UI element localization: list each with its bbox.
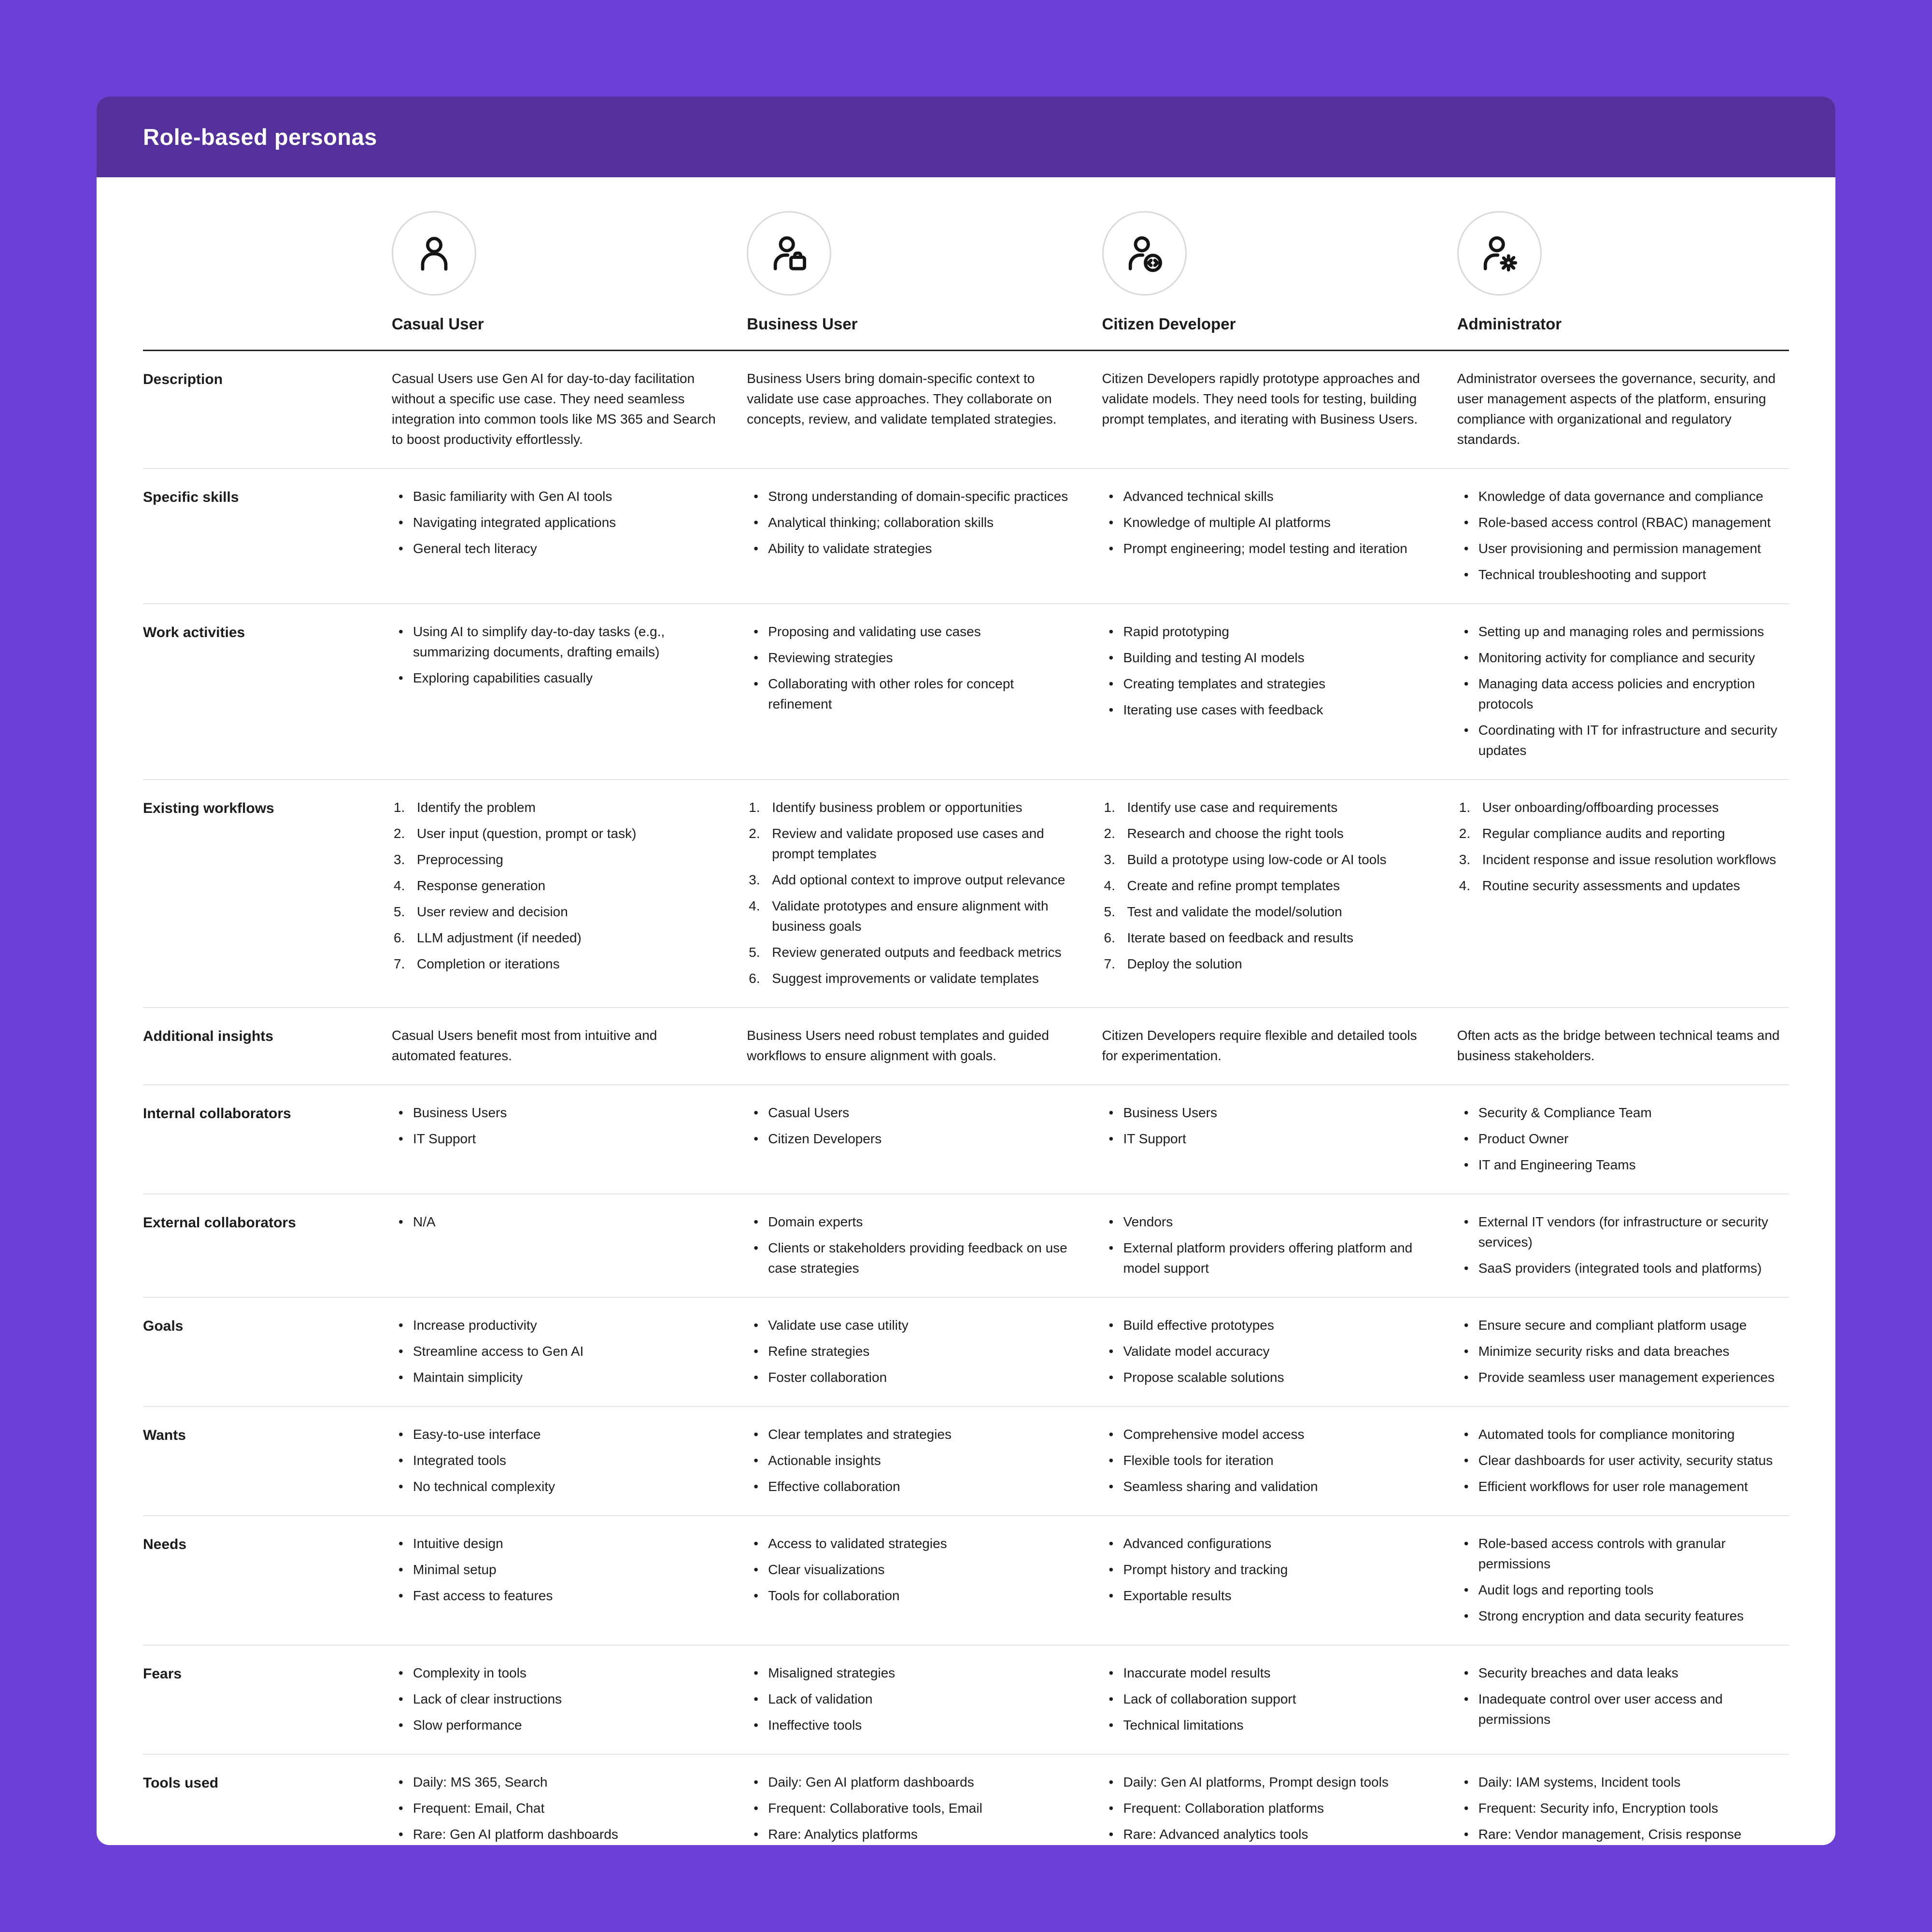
table-cell	[1457, 622, 1789, 761]
bullet-list	[392, 486, 724, 559]
bullet-item: • Automated tools for compliance monitoring	[1457, 1424, 1789, 1445]
bullet-item: • N/A	[392, 1212, 724, 1232]
numbered-list	[392, 797, 724, 974]
bullet-item: • No technical complexity	[392, 1477, 724, 1497]
numbered-item: Identify business problem or opportunities	[772, 800, 1023, 815]
bullet-item: • External IT vendors (for infrastructure or security services)	[1457, 1212, 1789, 1252]
bullet-item: • Complexity in tools	[392, 1663, 724, 1683]
table-cell	[747, 622, 1079, 761]
bullet-item: • IT Support	[1102, 1129, 1434, 1149]
bullet-list	[1457, 1663, 1789, 1730]
numbered-item: User review and decision	[417, 904, 568, 919]
bullet-item: • Easy-to-use interface	[392, 1424, 724, 1445]
bullet-item: • Proposing and validating use cases	[747, 622, 1079, 642]
table-cell	[747, 1663, 1079, 1735]
persona-name: Business User	[747, 315, 858, 333]
bullet-item: • Advanced configurations	[1102, 1534, 1434, 1554]
bullet-list	[1457, 1534, 1789, 1626]
bullet-item: • Domain experts	[747, 1212, 1079, 1232]
cell-paragraph: Often acts as the bridge between technical teams and business stakeholders.	[1457, 1028, 1780, 1063]
bullet-item: • Lack of collaboration support	[1102, 1689, 1434, 1709]
bullet-item: • Clear visualizations	[747, 1560, 1079, 1580]
bullet-list	[747, 1772, 1079, 1845]
table-cell	[747, 1772, 1079, 1845]
bullet-item: • Tools for collaboration	[747, 1586, 1079, 1606]
bullet-item: • Exportable results	[1102, 1586, 1434, 1606]
table-cell	[392, 1424, 724, 1497]
bullet-list	[1457, 1772, 1789, 1845]
row-label: Internal collaborators	[143, 1106, 291, 1122]
bullet-item: • IT and Engineering Teams	[1457, 1155, 1789, 1175]
bullet-item: • Vendors	[1102, 1212, 1434, 1232]
bullet-item: • IT Support	[392, 1129, 724, 1149]
table-cell	[1457, 1663, 1789, 1735]
table-row	[143, 1646, 1789, 1755]
bullet-item: • Rare: Analytics platforms	[747, 1824, 1079, 1845]
table-cell	[392, 1534, 724, 1626]
table-cell	[392, 797, 724, 989]
bullet-item: • User provisioning and permission management	[1457, 539, 1789, 559]
table-cell	[747, 369, 1079, 450]
bullet-item: • Lack of validation	[747, 1689, 1079, 1709]
bullet-item: • Actionable insights	[747, 1450, 1079, 1471]
bullet-list	[1102, 1212, 1434, 1279]
numbered-item: Review generated outputs and feedback metrics	[772, 945, 1062, 960]
table-row	[143, 604, 1789, 780]
table-cell	[1457, 1424, 1789, 1497]
bullet-item: • Building and testing AI models	[1102, 648, 1434, 668]
bullet-item: • Analytical thinking; collaboration skills	[747, 512, 1079, 533]
bullet-item: • Collaborating with other roles for concept refinement	[747, 674, 1079, 714]
bullet-item: • Daily: IAM systems, Incident tools	[1457, 1772, 1789, 1792]
table-cell	[1102, 1772, 1434, 1845]
table-cell	[1102, 1103, 1434, 1175]
persona-name: Casual User	[392, 315, 484, 333]
numbered-item: Create and refine prompt templates	[1127, 878, 1340, 893]
persona-header-spacer	[143, 211, 369, 333]
bullet-item: • Business Users	[392, 1103, 724, 1123]
bullet-list	[392, 1424, 724, 1497]
bullet-list	[747, 1534, 1079, 1606]
personas-card	[97, 97, 1835, 1845]
bullet-item: • Rare: Gen AI platform dashboards	[392, 1824, 724, 1845]
bullet-item: • Daily: MS 365, Search	[392, 1772, 724, 1792]
table-cell	[392, 1212, 724, 1279]
bullet-list	[1457, 1103, 1789, 1175]
bullet-list	[1102, 1663, 1434, 1735]
bullet-item: • Build effective prototypes	[1102, 1315, 1434, 1335]
table-row	[143, 469, 1789, 604]
bullet-item: • Provide seamless user management experiences	[1457, 1367, 1789, 1388]
row-label: Fears	[143, 1666, 182, 1682]
numbered-item: Test and validate the model/solution	[1127, 904, 1342, 919]
numbered-item: Validate prototypes and ensure alignment with business goals	[772, 898, 1049, 934]
row-label: External collaborators	[143, 1215, 296, 1231]
bullet-item: • Ineffective tools	[747, 1715, 1079, 1735]
numbered-item: Response generation	[417, 878, 546, 893]
table-cell	[1102, 1212, 1434, 1279]
bullet-item: • Role-based access controls with granular permissions	[1457, 1534, 1789, 1574]
table-cell	[747, 1534, 1079, 1626]
bullet-list	[747, 1212, 1079, 1279]
bullet-list	[747, 1103, 1079, 1149]
table-cell	[392, 1025, 724, 1066]
table-row	[143, 1407, 1789, 1516]
bullet-item: • Business Users	[1102, 1103, 1434, 1123]
bullet-list	[1102, 1315, 1434, 1388]
table-row	[143, 1008, 1789, 1085]
bullet-list	[392, 1315, 724, 1388]
bullet-item: • Validate model accuracy	[1102, 1341, 1434, 1362]
bullet-list	[1102, 1534, 1434, 1606]
bullet-list	[747, 486, 1079, 559]
table-cell	[1102, 1424, 1434, 1497]
bullet-list	[747, 1424, 1079, 1497]
numbered-item: LLM adjustment (if needed)	[417, 930, 582, 945]
numbered-item: Identify use case and requirements	[1127, 800, 1338, 815]
bullet-list	[747, 1663, 1079, 1735]
numbered-list	[1102, 797, 1434, 974]
bullet-item: • Rare: Advanced analytics tools	[1102, 1824, 1434, 1845]
row-label: Goals	[143, 1318, 184, 1334]
bullet-item: • Rare: Vendor management, Crisis response	[1457, 1824, 1789, 1845]
numbered-item: Regular compliance audits and reporting	[1482, 826, 1725, 841]
bullet-item: • Fast access to features	[392, 1586, 724, 1606]
table-cell	[1457, 1772, 1789, 1845]
table-cell	[747, 1315, 1079, 1388]
bullet-item: • Frequent: Security info, Encryption tools	[1457, 1798, 1789, 1818]
bullet-item: • Citizen Developers	[747, 1129, 1079, 1149]
bullet-list	[1457, 1212, 1789, 1279]
table-row	[143, 780, 1789, 1008]
table-row	[143, 1516, 1789, 1646]
bullet-item: • Refine strategies	[747, 1341, 1079, 1362]
bullet-item: • Lack of clear instructions	[392, 1689, 724, 1709]
bullet-item: • Monitoring activity for compliance and security	[1457, 648, 1789, 668]
bullet-item: • Rapid prototyping	[1102, 622, 1434, 642]
card-header-band	[97, 97, 1835, 177]
cell-paragraph: Casual Users use Gen AI for day-to-day facilitation without a specific use case. They need seamless integration into common tools like MS 365 and Search to boost productivity effortlessly.	[392, 371, 716, 447]
bullet-list	[1102, 622, 1434, 720]
bullet-item: • General tech literacy	[392, 539, 724, 559]
numbered-item: Identify the problem	[417, 800, 536, 815]
cell-paragraph: Business Users need robust templates and guided workflows to ensure alignment with goals.	[747, 1028, 1049, 1063]
cell-paragraph: Citizen Developers rapidly prototype approaches and validate models. They need tools for testing, building prompt templates, and iterating with Business Users.	[1102, 371, 1420, 426]
bullet-item: • Casual Users	[747, 1103, 1079, 1123]
table-cell	[1457, 486, 1789, 585]
bullet-item: • Strong encryption and data security features	[1457, 1606, 1789, 1626]
bullet-item: • Access to validated strategies	[747, 1534, 1079, 1554]
bullet-item: • Ensure secure and compliant platform usage	[1457, 1315, 1789, 1335]
bullet-list	[392, 622, 724, 688]
bullet-item: • Ability to validate strategies	[747, 539, 1079, 559]
bullet-item: • Validate use case utility	[747, 1315, 1079, 1335]
bullet-item: • Technical limitations	[1102, 1715, 1434, 1735]
user-gear-icon	[1457, 211, 1542, 296]
bullet-item: • SaaS providers (integrated tools and platforms)	[1457, 1258, 1789, 1279]
table-cell	[1457, 1534, 1789, 1626]
table-cell	[1457, 369, 1789, 450]
numbered-item: Completion or iterations	[417, 956, 560, 971]
table-cell	[1102, 1025, 1434, 1066]
persona-column-header	[1457, 211, 1789, 333]
bullet-item: • Basic familiarity with Gen AI tools	[392, 486, 724, 507]
bullet-item: • Seamless sharing and validation	[1102, 1477, 1434, 1497]
bullet-item: • Creating templates and strategies	[1102, 674, 1434, 694]
table-cell	[392, 1103, 724, 1175]
bullet-item: • Minimize security risks and data breaches	[1457, 1341, 1789, 1362]
user-icon	[392, 211, 476, 296]
table-cell	[1102, 622, 1434, 761]
table-cell	[1102, 1663, 1434, 1735]
persona-name: Citizen Developer	[1102, 315, 1236, 333]
bullet-item: • Product Owner	[1457, 1129, 1789, 1149]
table-cell	[392, 1315, 724, 1388]
row-label: Needs	[143, 1536, 187, 1552]
bullet-item: • Managing data access policies and encryption protocols	[1457, 674, 1789, 714]
bullet-item: • Maintain simplicity	[392, 1367, 724, 1388]
card-body	[97, 177, 1835, 1845]
bullet-list	[392, 1103, 724, 1149]
bullet-item: • Coordinating with IT for infrastructure and security updates	[1457, 720, 1789, 761]
table-cell	[747, 486, 1079, 585]
numbered-item: Preprocessing	[417, 852, 503, 867]
bullet-list	[392, 1663, 724, 1735]
bullet-list	[1102, 1772, 1434, 1845]
bullet-item: • External platform providers offering platform and model support	[1102, 1238, 1434, 1279]
numbered-item: Review and validate proposed use cases and prompt templates	[772, 826, 1044, 861]
table-cell	[392, 486, 724, 585]
bullet-item: • Security & Compliance Team	[1457, 1103, 1789, 1123]
bullet-item: • Clear dashboards for user activity, security status	[1457, 1450, 1789, 1471]
persona-column-header	[1102, 211, 1434, 333]
persona-header-row	[143, 177, 1789, 351]
persona-column-header	[392, 211, 724, 333]
table-row	[143, 1194, 1789, 1298]
bullet-item: • Knowledge of multiple AI platforms	[1102, 512, 1434, 533]
table-cell	[747, 1103, 1079, 1175]
bullet-item: • Daily: Gen AI platforms, Prompt design tools	[1102, 1772, 1434, 1792]
bullet-item: • Navigating integrated applications	[392, 512, 724, 533]
bullet-list	[747, 622, 1079, 714]
bullet-item: • Propose scalable solutions	[1102, 1367, 1434, 1388]
bullet-item: • Prompt history and tracking	[1102, 1560, 1434, 1580]
table-cell	[1102, 1315, 1434, 1388]
bullet-item: • Inadequate control over user access and permissions	[1457, 1689, 1789, 1730]
table-cell	[1102, 486, 1434, 585]
table-cell	[747, 1025, 1079, 1066]
bullet-item: • Frequent: Collaborative tools, Email	[747, 1798, 1079, 1818]
numbered-list	[1457, 797, 1789, 896]
table-row	[143, 1755, 1789, 1845]
numbered-item: Research and choose the right tools	[1127, 826, 1344, 841]
row-label: Wants	[143, 1427, 186, 1443]
table-cell	[747, 797, 1079, 989]
bullet-list	[1457, 622, 1789, 761]
bullet-item: • Minimal setup	[392, 1560, 724, 1580]
table-cell	[1102, 369, 1434, 450]
bullet-item: • Flexible tools for iteration	[1102, 1450, 1434, 1471]
persona-column-header	[747, 211, 1079, 333]
bullet-list	[1102, 1103, 1434, 1149]
table-row	[143, 1298, 1789, 1407]
table-cell	[1457, 797, 1789, 989]
table-cell	[392, 369, 724, 450]
bullet-item: • Efficient workflows for user role management	[1457, 1477, 1789, 1497]
bullet-list	[1457, 1424, 1789, 1497]
bullet-list	[747, 1315, 1079, 1388]
bullet-item: • Daily: Gen AI platform dashboards	[747, 1772, 1079, 1792]
numbered-item: User input (question, prompt or task)	[417, 826, 637, 841]
bullet-item: • Slow performance	[392, 1715, 724, 1735]
bullet-list	[392, 1212, 724, 1232]
table-cell	[392, 1663, 724, 1735]
bullet-item: • Frequent: Email, Chat	[392, 1798, 724, 1818]
bullet-list	[392, 1534, 724, 1606]
user-briefcase-icon	[747, 211, 831, 296]
table-cell	[747, 1212, 1079, 1279]
bullet-item: • Clients or stakeholders providing feedback on use case strategies	[747, 1238, 1079, 1279]
page-title: Role-based personas	[143, 124, 377, 150]
table-cell	[1457, 1103, 1789, 1175]
cell-paragraph: Citizen Developers require flexible and detailed tools for experimentation.	[1102, 1028, 1417, 1063]
cell-paragraph: Casual Users benefit most from intuitive and automated features.	[392, 1028, 657, 1063]
cell-paragraph: Business Users bring domain-specific context to validate use case approaches. They collaborate on concepts, review, and validate templated strategies.	[747, 371, 1057, 426]
bullet-item: • Technical troubleshooting and support	[1457, 565, 1789, 585]
bullet-item: • Inaccurate model results	[1102, 1663, 1434, 1683]
numbered-item: Add optional context to improve output relevance	[772, 872, 1065, 887]
row-label: Existing workflows	[143, 800, 274, 816]
numbered-item: Deploy the solution	[1127, 956, 1242, 971]
bullet-item: • Iterating use cases with feedback	[1102, 700, 1434, 720]
bullet-list	[1102, 486, 1434, 559]
table-row	[143, 1085, 1789, 1194]
table-cell	[747, 1424, 1079, 1497]
row-label: Additional insights	[143, 1028, 273, 1044]
table-cell	[1457, 1025, 1789, 1066]
bullet-item: • Intuitive design	[392, 1534, 724, 1554]
numbered-item: Iterate based on feedback and results	[1127, 930, 1354, 945]
bullet-item: • Audit logs and reporting tools	[1457, 1580, 1789, 1600]
bullet-item: • Exploring capabilities casually	[392, 668, 724, 688]
bullet-list	[1457, 1315, 1789, 1388]
bullet-item: • Integrated tools	[392, 1450, 724, 1471]
bullet-item: • Comprehensive model access	[1102, 1424, 1434, 1445]
bullet-item: • Setting up and managing roles and permissions	[1457, 622, 1789, 642]
bullet-item: • Security breaches and data leaks	[1457, 1663, 1789, 1683]
bullet-item: • Knowledge of data governance and compliance	[1457, 486, 1789, 507]
row-label: Tools used	[143, 1775, 219, 1791]
persona-name: Administrator	[1457, 315, 1562, 333]
bullet-item: • Prompt engineering; model testing and iteration	[1102, 539, 1434, 559]
bullet-item: • Increase productivity	[392, 1315, 724, 1335]
bullet-list	[1457, 486, 1789, 585]
numbered-item: User onboarding/offboarding processes	[1482, 800, 1719, 815]
row-label: Work activities	[143, 625, 245, 640]
user-code-icon	[1102, 211, 1187, 296]
table-cell	[1457, 1315, 1789, 1388]
table-body	[143, 351, 1789, 1845]
bullet-item: • Using AI to simplify day-to-day tasks (e.g., summarizing documents, drafting emails)	[392, 622, 724, 662]
bullet-item: • Role-based access control (RBAC) management	[1457, 512, 1789, 533]
bullet-item: • Clear templates and strategies	[747, 1424, 1079, 1445]
bullet-item: • Effective collaboration	[747, 1477, 1079, 1497]
table-cell	[1457, 1212, 1789, 1279]
bullet-list	[392, 1772, 724, 1845]
numbered-item: Incident response and issue resolution workflows	[1482, 852, 1776, 867]
table-cell	[392, 622, 724, 761]
cell-paragraph: Administrator oversees the governance, security, and user management aspects of the platform, ensuring compliance with organizational and regulatory standards.	[1457, 371, 1776, 447]
row-label: Specific skills	[143, 489, 239, 505]
bullet-item: • Misaligned strategies	[747, 1663, 1079, 1683]
bullet-item: • Foster collaboration	[747, 1367, 1079, 1388]
table-cell	[1102, 1534, 1434, 1626]
table-cell	[1102, 797, 1434, 989]
table-cell	[392, 1772, 724, 1845]
bullet-item: • Advanced technical skills	[1102, 486, 1434, 507]
bullet-item: • Strong understanding of domain-specific practices	[747, 486, 1079, 507]
numbered-item: Build a prototype using low-code or AI tools	[1127, 852, 1387, 867]
numbered-item: Routine security assessments and updates	[1482, 878, 1740, 893]
table-row	[143, 351, 1789, 469]
row-label: Description	[143, 371, 223, 387]
bullet-item: • Frequent: Collaboration platforms	[1102, 1798, 1434, 1818]
numbered-list	[747, 797, 1079, 989]
numbered-item: Suggest improvements or validate templates	[772, 971, 1039, 986]
bullet-item: • Streamline access to Gen AI	[392, 1341, 724, 1362]
bullet-item: • Reviewing strategies	[747, 648, 1079, 668]
bullet-list	[1102, 1424, 1434, 1497]
